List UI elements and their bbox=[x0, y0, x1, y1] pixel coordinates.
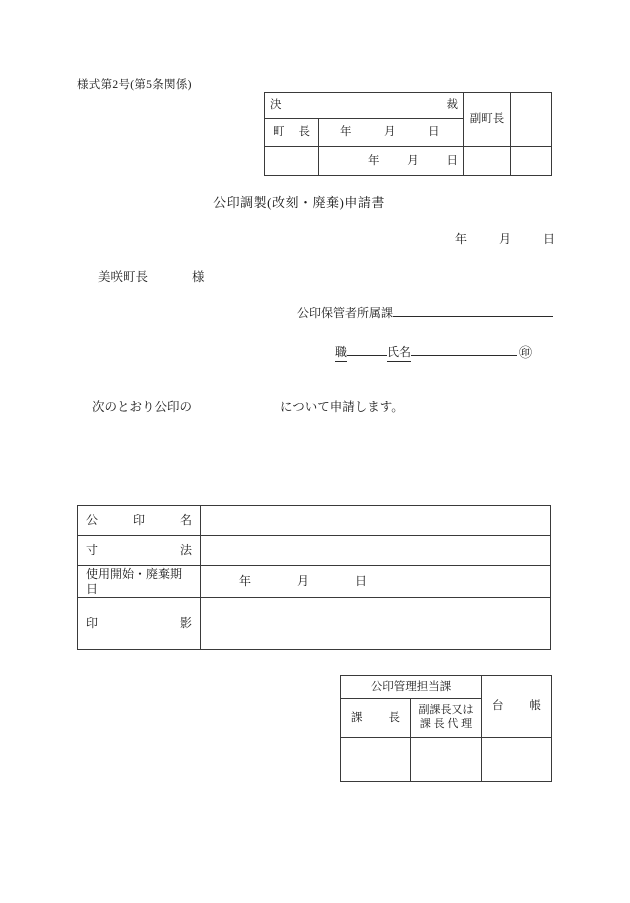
kanri-ledger-cell[interactable] bbox=[482, 738, 552, 782]
table-row bbox=[78, 566, 551, 598]
approval-kessai-right: 裁 bbox=[446, 99, 458, 112]
approval-row2-date-cell[interactable] bbox=[319, 147, 464, 176]
applicant-position-label: 職 bbox=[335, 343, 347, 362]
approval-second-row bbox=[265, 147, 552, 176]
seal-management-table bbox=[340, 675, 552, 782]
kanri-deputy-label-line2: 課 長 代 理 bbox=[419, 718, 473, 730]
applicant-position-input[interactable] bbox=[347, 354, 387, 356]
applicant-name-input[interactable] bbox=[411, 342, 517, 356]
table-row bbox=[78, 536, 551, 566]
approval-row1-year: 年 bbox=[340, 126, 352, 139]
seal-stamp-icon: ㊞ bbox=[519, 345, 533, 360]
approval-mayor-label-a: 町 bbox=[273, 126, 285, 139]
approval-row2-month: 月 bbox=[407, 154, 419, 167]
approval-mayor-date-cell[interactable] bbox=[319, 119, 464, 147]
submission-date-year: 年 bbox=[455, 232, 468, 246]
applicant-department-label: 公印保管者所属課 bbox=[297, 306, 394, 320]
seal-size-label bbox=[78, 536, 201, 566]
kanri-ledger-label-a: 台 bbox=[492, 700, 504, 713]
approval-header-row bbox=[265, 93, 552, 119]
seal-impression-value[interactable] bbox=[201, 598, 551, 650]
seal-impression-label bbox=[78, 598, 201, 650]
applicant-department-input[interactable] bbox=[393, 303, 553, 317]
seal-name-label-c: 名 bbox=[179, 513, 192, 528]
approval-deputy-mayor-label: 副町長 bbox=[464, 93, 511, 147]
seal-period-label: 使用開始・廃棄期日 bbox=[78, 566, 201, 598]
kanri-signature-row bbox=[341, 738, 552, 782]
request-statement-suffix: について申請します。 bbox=[280, 400, 404, 414]
approval-row2-year: 年 bbox=[368, 154, 380, 167]
approval-blank-cell-1[interactable] bbox=[511, 93, 552, 147]
approval-blank-cell-3[interactable] bbox=[464, 147, 511, 176]
seal-details-table bbox=[77, 505, 551, 650]
kanri-deputy-signature-cell[interactable] bbox=[411, 738, 482, 782]
approval-row1-month: 月 bbox=[384, 126, 396, 139]
seal-size-value[interactable] bbox=[201, 536, 551, 566]
applicant-name-row bbox=[335, 341, 532, 362]
kanri-chief-signature-cell[interactable] bbox=[341, 738, 411, 782]
approval-blank-cell-2[interactable] bbox=[265, 147, 319, 176]
kanri-deputy-label-line1: 副課長又は bbox=[418, 704, 474, 717]
approval-table bbox=[264, 92, 552, 176]
applicant-department-row bbox=[297, 303, 553, 321]
table-row bbox=[78, 598, 551, 650]
document-title-text: 公印調製(改刻・廃棄)申請書 bbox=[213, 195, 385, 210]
request-statement bbox=[92, 397, 404, 415]
kanri-header-row bbox=[341, 676, 552, 699]
approval-mayor-label bbox=[265, 119, 319, 147]
seal-period-day: 日 bbox=[354, 574, 367, 589]
kanri-deputy-label bbox=[411, 699, 482, 738]
approval-mayor-label-b: 長 bbox=[298, 126, 310, 139]
kanri-chief-label-b: 長 bbox=[388, 711, 400, 724]
seal-impression-label-c: 影 bbox=[179, 616, 192, 631]
kanri-chief-label bbox=[341, 699, 411, 738]
seal-period-year: 年 bbox=[239, 574, 252, 589]
addressee-name: 美咲町長 bbox=[98, 270, 149, 284]
seal-name-value[interactable] bbox=[201, 506, 551, 536]
approval-kessai-cell bbox=[265, 93, 464, 119]
submission-date-month: 月 bbox=[498, 232, 511, 246]
seal-period-month: 月 bbox=[296, 574, 309, 589]
addressee-honorific: 様 bbox=[192, 270, 205, 284]
form-number: 様式第2号(第5条関係) bbox=[77, 79, 192, 91]
seal-impression-label-a: 印 bbox=[86, 616, 99, 631]
kanri-ledger-label bbox=[482, 676, 552, 738]
document-title bbox=[0, 192, 630, 211]
submission-date-day: 日 bbox=[542, 232, 555, 246]
seal-size-label-a: 寸 bbox=[86, 543, 99, 558]
kanri-chief-label-a: 課 bbox=[351, 711, 363, 724]
kanri-ledger-label-b: 帳 bbox=[529, 700, 541, 713]
approval-kessai-left: 決 bbox=[270, 99, 282, 112]
table-row bbox=[78, 506, 551, 536]
approval-row2-day: 日 bbox=[446, 154, 458, 167]
applicant-name-label: 氏名 bbox=[387, 343, 411, 362]
seal-size-label-c: 法 bbox=[179, 543, 192, 558]
kanri-section-header: 公印管理担当課 bbox=[341, 676, 482, 699]
seal-name-label bbox=[78, 506, 201, 536]
approval-row1-day: 日 bbox=[428, 126, 440, 139]
approval-blank-cell-4[interactable] bbox=[511, 147, 552, 176]
request-statement-prefix: 次のとおり公印の bbox=[92, 400, 193, 414]
seal-name-label-a: 公 bbox=[86, 513, 99, 528]
addressee bbox=[98, 267, 205, 285]
seal-period-value[interactable] bbox=[201, 566, 551, 598]
submission-date-line[interactable] bbox=[455, 230, 555, 247]
seal-name-label-b: 印 bbox=[132, 513, 145, 528]
